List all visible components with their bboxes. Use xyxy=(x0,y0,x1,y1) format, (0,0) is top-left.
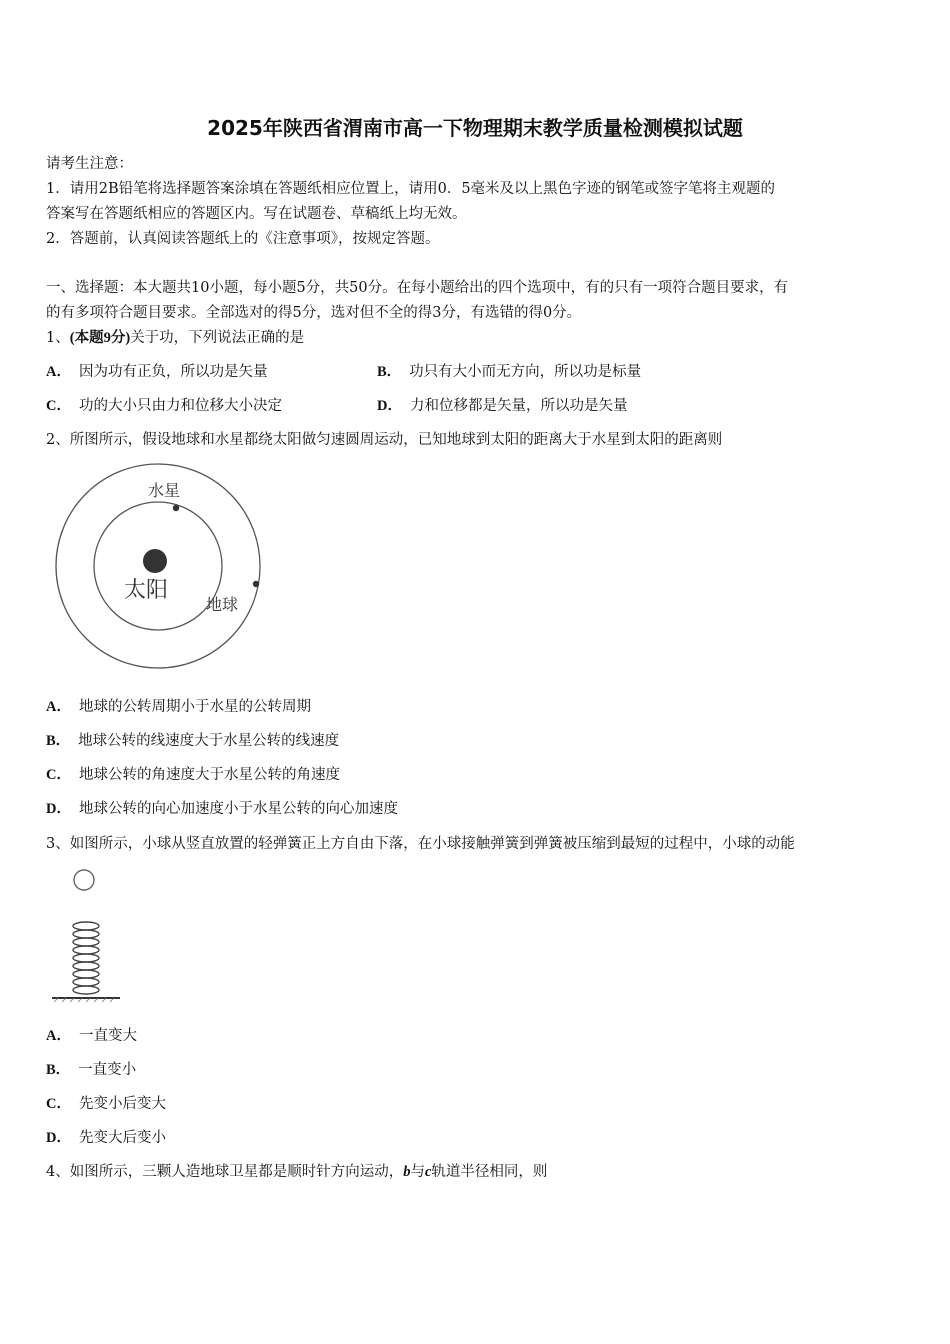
q3-option-a-text: 一直变大 xyxy=(78,1028,137,1044)
q1-option-c-label: C． xyxy=(46,398,71,414)
q3-option-d xyxy=(46,1126,166,1147)
question-1-stem xyxy=(46,326,304,347)
orbit-diagram xyxy=(40,462,280,672)
question-4-var-c: c xyxy=(424,1164,432,1180)
spring-coil xyxy=(73,922,99,994)
section-instructions-1: 一、选择题：本大题共10小题，每小题5分，共50分。在每小题给出的四个选项中，有的只有一项符合题目要求，有 xyxy=(46,280,789,296)
q2-option-a-text: 地球的公转周期小于水星的公转周期 xyxy=(78,699,311,715)
sun-label: 太阳 xyxy=(124,578,169,603)
notice-item-2: 2．答题前，认真阅读答题纸上的《注意事项》，按规定答题。 xyxy=(46,231,440,247)
q1-option-a-text: 因为功有正负，所以功是矢量 xyxy=(78,364,268,380)
q1-option-b xyxy=(377,360,641,381)
notice-item-1a: 1．请用2B铅笔将选择题答案涂填在答题纸相应位置上，请用0．5毫米及以上黑色字迹的钢笔或签字笔将主观题的 xyxy=(46,181,776,197)
q3-option-c xyxy=(46,1092,166,1113)
question-4-stem xyxy=(46,1160,547,1181)
q1-option-b-text: 功只有大小而无方向，所以功是标量 xyxy=(409,364,642,380)
question-1-tag: (本题9分) xyxy=(69,330,131,346)
q1-option-a-label: A． xyxy=(46,364,71,380)
q3-option-c-text: 先变小后变大 xyxy=(78,1096,166,1112)
ball-icon xyxy=(74,870,94,890)
question-3-stem: 3、如图所示，小球从竖直放置的轻弹簧正上方自由下落，在小球接触弹簧到弹簧被压缩到最短的过程中，小球的动能 xyxy=(46,836,795,852)
section-instructions-2: 的有多项符合题目要求。全部选对的得5分，选对但不全的得3分，有选错的得0分。 xyxy=(46,305,582,321)
earth-label: 地球 xyxy=(206,595,239,614)
question-1-text: 关于功，下列说法正确的是 xyxy=(130,330,305,346)
q2-option-a-label: A． xyxy=(46,699,71,715)
q3-option-d-label: D． xyxy=(46,1130,71,1146)
q3-option-d-text: 先变大后变小 xyxy=(78,1130,166,1146)
q3-option-b-text: 一直变小 xyxy=(78,1062,137,1078)
q1-option-c xyxy=(46,394,282,415)
q2-option-a xyxy=(46,695,311,716)
question-4-text-a: 4、如图所示，三颗人造地球卫星都是顺时针方向运动， xyxy=(46,1164,404,1180)
q3-option-a xyxy=(46,1024,137,1045)
earth-dot xyxy=(253,581,259,587)
q2-option-d xyxy=(46,797,398,818)
q1-option-a xyxy=(46,360,267,381)
q2-option-d-text: 地球公转的向心加速度小于水星公转的向心加速度 xyxy=(78,801,398,817)
question-4-text-b: 与 xyxy=(410,1164,425,1180)
notice-item-1b: 答案写在答题纸相应的答题区内。写在试题卷、草稿纸上均无效。 xyxy=(46,206,467,222)
q2-option-c xyxy=(46,763,340,784)
q3-option-b-label: B． xyxy=(46,1062,71,1078)
q3-option-c-label: C． xyxy=(46,1096,71,1112)
sun-dot xyxy=(143,549,167,573)
q1-option-d-text: 力和位移都是矢量，所以功是矢量 xyxy=(409,398,628,414)
q2-option-c-label: C． xyxy=(46,767,71,783)
spring-diagram xyxy=(46,864,130,1004)
question-2-stem: 2、所图所示，假设地球和水星都绕太阳做匀速圆周运动，已知地球到太阳的距离大于水星到太阳的距离则 xyxy=(46,432,723,448)
question-1-number: 1、 xyxy=(46,330,70,346)
notice-heading: 请考生注意： xyxy=(46,156,133,172)
q2-option-b-text: 地球公转的线速度大于水星公转的线速度 xyxy=(78,733,340,749)
mercury-dot xyxy=(173,505,179,511)
question-4-text-c: 轨道半径相同，则 xyxy=(431,1164,548,1180)
q1-option-b-label: B． xyxy=(377,364,402,380)
q2-option-b xyxy=(46,729,339,750)
q1-option-d-label: D． xyxy=(377,398,402,414)
mercury-label: 水星 xyxy=(148,481,181,500)
page-title: 2025年陕西省渭南市高一下物理期末教学质量检测模拟试题 xyxy=(207,116,743,140)
q2-option-c-text: 地球公转的角速度大于水星公转的角速度 xyxy=(78,767,340,783)
q2-option-b-label: B． xyxy=(46,733,71,749)
q3-option-a-label: A． xyxy=(46,1028,71,1044)
q1-option-c-text: 功的大小只由力和位移大小决定 xyxy=(78,398,282,414)
q2-option-d-label: D． xyxy=(46,801,71,817)
question-4-var-b: b xyxy=(403,1164,411,1180)
q1-option-d xyxy=(377,394,627,415)
q3-option-b xyxy=(46,1058,136,1079)
